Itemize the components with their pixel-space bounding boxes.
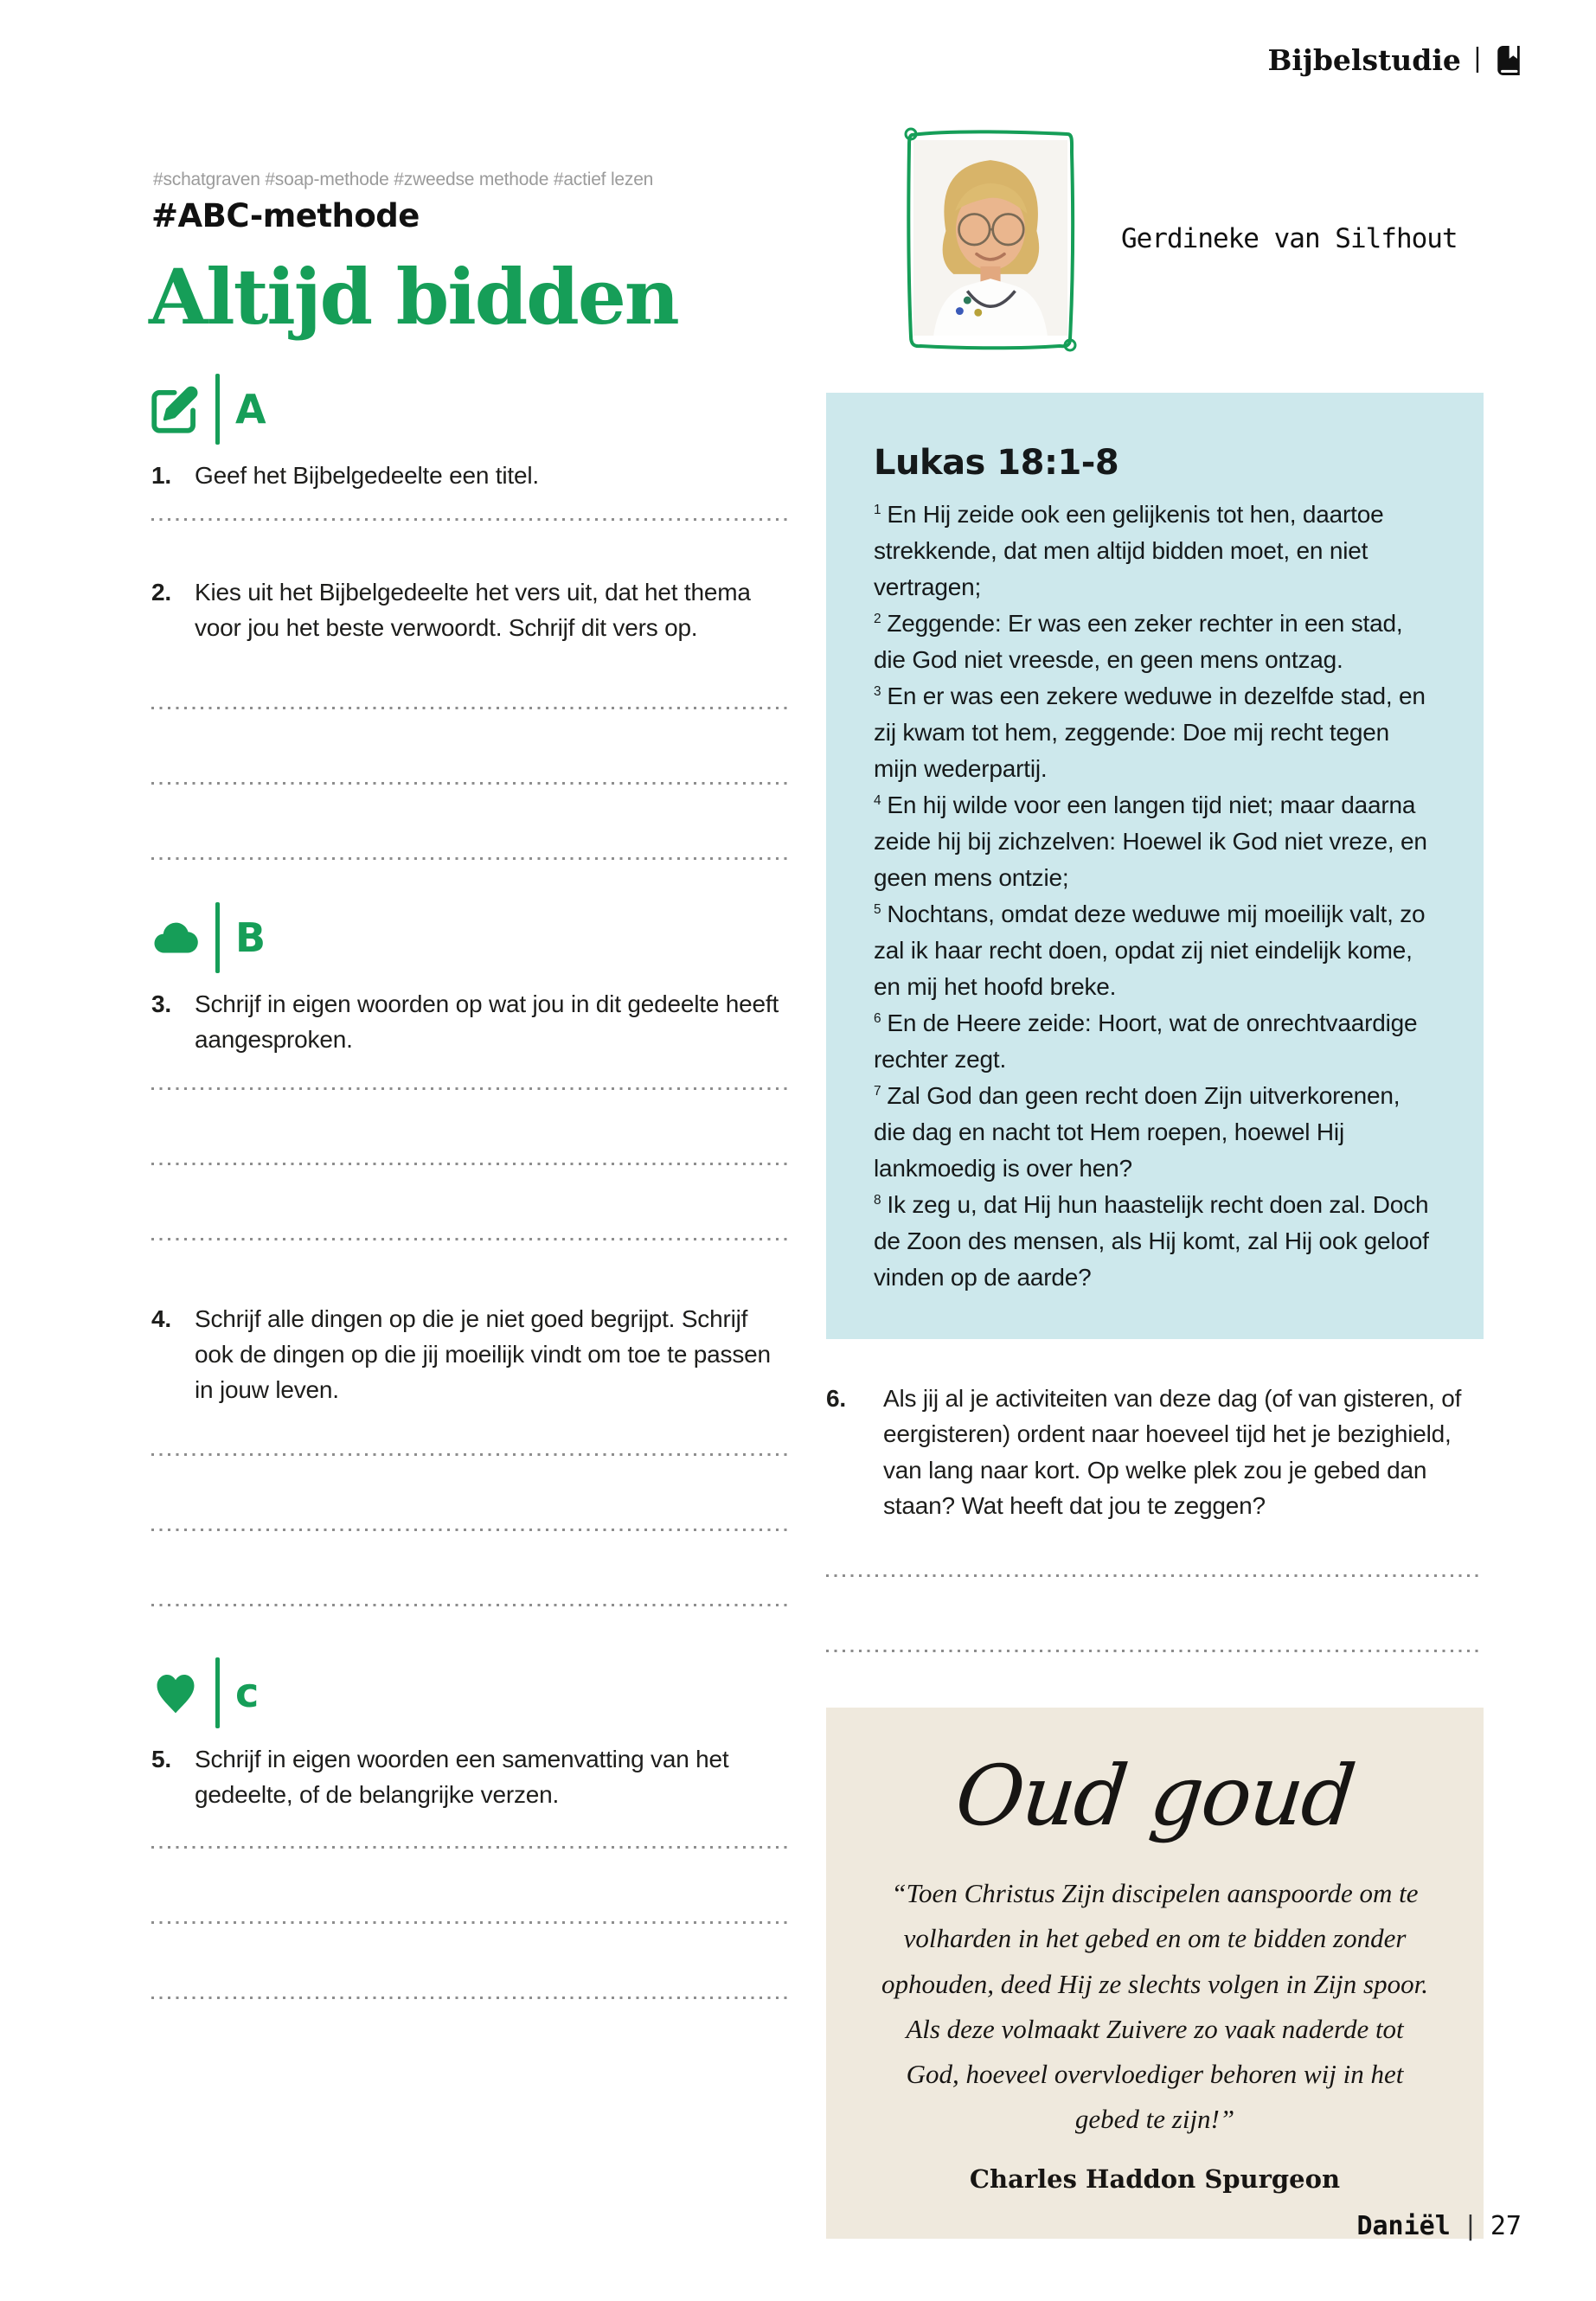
section-letter-c: c <box>235 1669 260 1716</box>
scripture-reference: Lukas 18:1-8 <box>874 443 1119 483</box>
question-4 <box>151 1301 792 1408</box>
footer-separator: | <box>1462 2211 1478 2241</box>
question-number: 2. <box>151 578 171 606</box>
hand-drawn-frame <box>900 121 1081 356</box>
cloud-icon <box>151 913 200 962</box>
verse <box>874 1187 1436 1296</box>
verse-text: Nochtans, omdat deze weduwe mij moeilijk valt, zo zal ik haar recht doen, opdat zij niet eindelijk kome, en mij het hoofd breke. <box>874 901 1426 1000</box>
answer-line <box>151 1453 792 1456</box>
scripture-box <box>826 393 1484 1339</box>
answer-line <box>826 1650 1484 1652</box>
question-5 <box>151 1741 792 1813</box>
question-6 <box>826 1381 1484 1524</box>
heart-icon <box>151 1669 200 1717</box>
answer-line <box>151 857 792 860</box>
verse-number: 8 <box>874 1192 881 1208</box>
answer-line <box>151 707 792 709</box>
verse <box>874 1005 1436 1078</box>
author-name: Gerdineke van Silfhout <box>1121 223 1458 254</box>
quote-box <box>826 1708 1484 2239</box>
answer-lines-q5 <box>151 1846 792 1999</box>
answer-line <box>151 1529 792 1531</box>
answer-line <box>151 1921 792 1924</box>
right-column <box>826 121 1484 2239</box>
section-letter-a: A <box>235 386 266 433</box>
answer-line <box>151 1846 792 1849</box>
question-text: Schrijf alle dingen op die je niet goed begrijpt. Schrijf ook de dingen op die jij moeilijk vindt om toe te passen in jouw leven. <box>195 1304 771 1404</box>
answer-line <box>151 1604 792 1606</box>
quote-title: Oud goud <box>951 1747 1359 1844</box>
rubric-label: Bijbelstudie <box>1267 43 1461 77</box>
left-column <box>151 170 792 1999</box>
verse <box>874 678 1436 787</box>
magazine-name: Daniël <box>1356 2211 1451 2241</box>
question-text: Schrijf in eigen woorden op wat jou in dit gedeelte heeft aangesproken. <box>195 990 779 1054</box>
question-number: 5. <box>151 1745 171 1772</box>
verse-text: En hij wilde voor een langen tijd niet; maar daarna zeide hij bij zichzelven: Hoewel ik God niet vreze, en geen mens ontzie; <box>874 792 1427 891</box>
answer-line <box>151 518 792 521</box>
verse <box>874 606 1436 678</box>
verse-text: Zal God dan geen recht doen Zijn uitverkorenen, die dag en nacht tot Hem roepen, hoewel Hij lankmoedig is over hen? <box>874 1082 1401 1182</box>
verse-number: 7 <box>874 1083 881 1099</box>
book-bookmark-icon <box>1494 46 1523 75</box>
verse-number: 2 <box>874 611 881 626</box>
section-a-header <box>151 371 792 447</box>
header-separator: | <box>1472 43 1482 74</box>
article-title: Altijd bidden <box>149 252 678 342</box>
author-photo-frame <box>900 121 1081 356</box>
question-text: Als jij al je activiteiten van deze dag (of van gisteren, of eergisteren) ordent naar hoeveel tijd het je bezighield, van lang naar kort. Op welke plek zou je gebed dan staan? Wat heeft dat jou te zeggen? <box>883 1385 1462 1520</box>
section-c-header <box>151 1655 792 1731</box>
answer-line <box>151 782 792 785</box>
byline <box>826 121 1484 356</box>
verse-text: En Hij zeide ook een gelijkenis tot hen, daartoe strekkende, dat men altijd bidden moet, en niet vertragen; <box>874 501 1384 600</box>
question-number: 1. <box>151 462 171 490</box>
answer-line <box>826 1574 1484 1577</box>
verse-number: 1 <box>874 502 881 517</box>
question-number: 4. <box>151 1304 171 1332</box>
section-divider <box>215 1657 220 1728</box>
verse-text: En de Heere zeide: Hoort, wat de onrechtvaardige rechter zegt. <box>874 1009 1418 1073</box>
section-letter-b: B <box>235 913 266 961</box>
answer-lines-q3 <box>151 1087 792 1240</box>
answer-line <box>151 1238 792 1240</box>
verse <box>874 497 1436 606</box>
answer-line <box>151 1087 792 1090</box>
verse <box>874 1078 1436 1187</box>
verse-text: Zeggende: Er was een zeker rechter in een stad, die God niet vreesde, en geen mens ontzag. <box>874 610 1403 673</box>
question-number: 6. <box>826 1385 846 1412</box>
method-tag: #ABC-methode <box>151 197 420 234</box>
answer-line <box>151 1997 792 1999</box>
answer-lines-q6 <box>826 1574 1484 1652</box>
question-3 <box>151 986 792 1058</box>
verse-text: En er was een zekere weduwe in dezelfde stad, en zij kwam tot hem, zeggende: Doe mij recht tegen mijn wederpartij. <box>874 683 1426 782</box>
quote-attribution: Charles Haddon Spurgeon <box>969 2163 1341 2194</box>
answer-lines-q1 <box>151 518 792 521</box>
question-1 <box>151 458 792 493</box>
answer-line <box>151 1163 792 1165</box>
verse <box>874 787 1436 896</box>
verse-number: 5 <box>874 901 881 917</box>
verse-number: 6 <box>874 1010 881 1026</box>
verse-text: Ik zeg u, dat Hij hun haastelijk recht doen zal. Doch de Zoon des mensen, als Hij komt, zal Hij ook geloof vinden op de aarde? <box>874 1191 1429 1291</box>
quote-text: “Toen Christus Zijn discipelen aanspoorde om te volharden in het gebed en om te bidden zonder ophouden, deed Hij ze slechts volgen in Zijn spoor. Als deze volmaakt Zuivere zo vaak naderde tot God, hoeveel overvloediger behoren wij in het gebed te zijn!” <box>881 1878 1428 2134</box>
verse-number: 3 <box>874 683 881 699</box>
question-text: Schrijf in eigen woorden een samenvatting van het gedeelte, of de belangrijke verzen. <box>195 1745 729 1809</box>
section-divider <box>215 374 220 445</box>
page-number: 27 <box>1490 2211 1522 2241</box>
answer-lines-q4 <box>151 1453 792 1606</box>
question-2 <box>151 574 792 646</box>
edit-icon <box>151 385 200 433</box>
question-number: 3. <box>151 990 171 1017</box>
page-footer <box>1356 2211 1522 2241</box>
page-header <box>1267 43 1523 77</box>
verse <box>874 896 1436 1005</box>
question-text: Geef het Bijbelgedeelte een titel. <box>195 462 539 490</box>
verse-number: 4 <box>874 792 881 808</box>
hashtags: #schatgraven #soap-methode #zweedse methode #actief lezen <box>153 170 654 189</box>
section-divider <box>215 902 220 973</box>
section-b-header <box>151 900 792 976</box>
answer-lines-q2 <box>151 707 792 860</box>
question-text: Kies uit het Bijbelgedeelte het vers uit, dat het thema voor jou het beste verwoordt. Schrijf dit vers op. <box>195 578 751 642</box>
